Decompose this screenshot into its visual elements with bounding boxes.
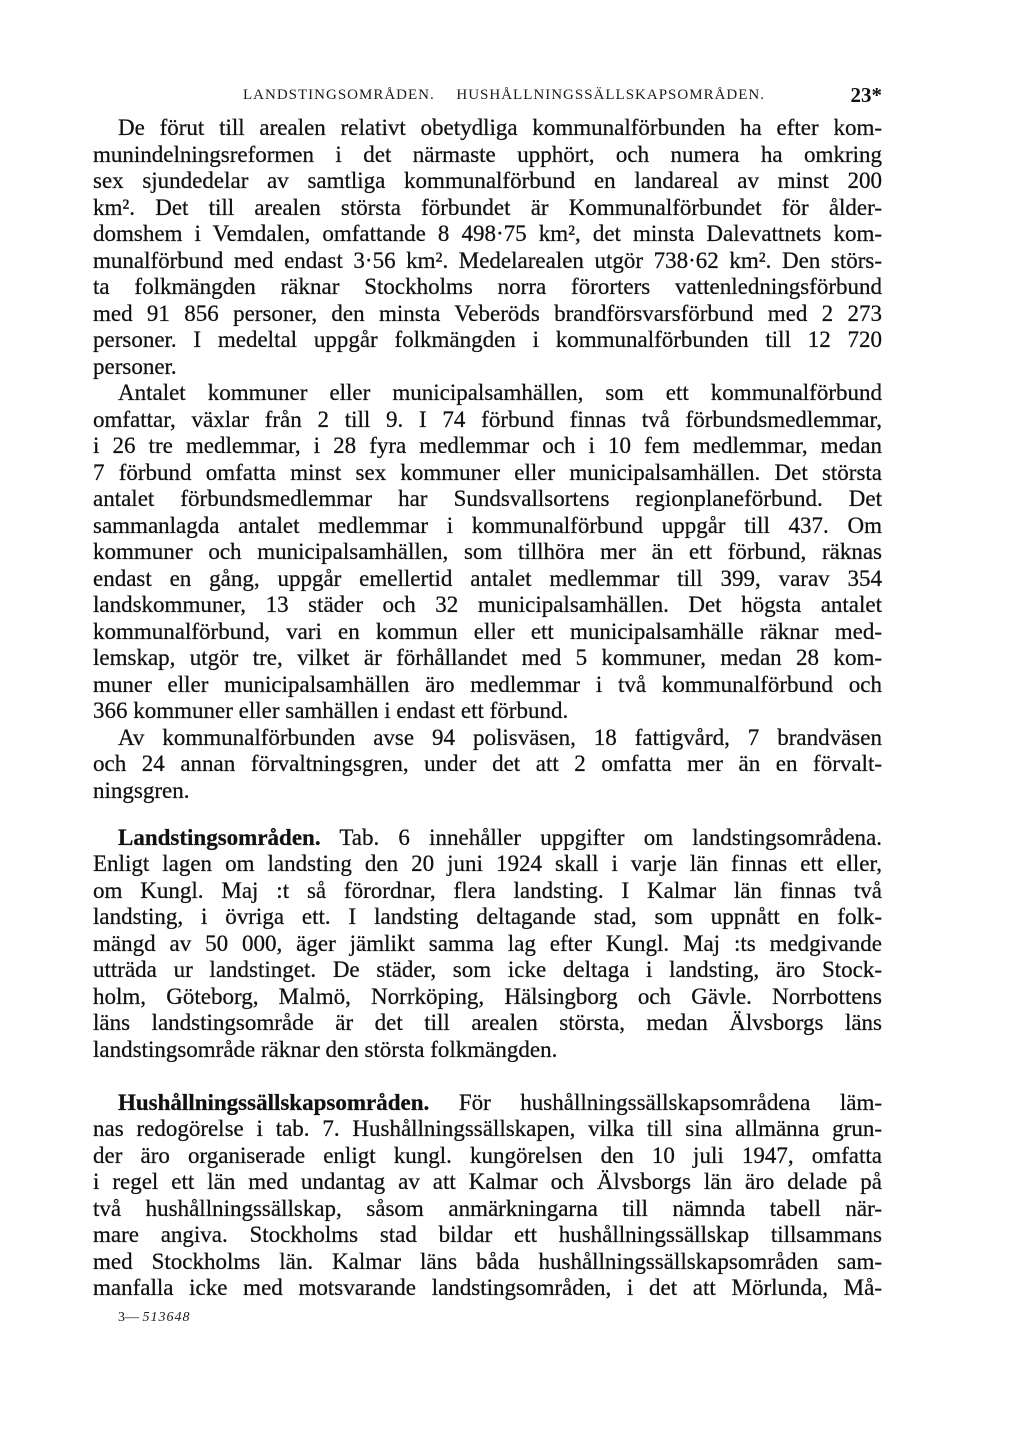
text-line: domshem i Vemdalen, omfattande 8 498·75 km², det minsta Dalevattnets kom-: [93, 221, 882, 246]
text-line: munindelningsreformen i det närmaste upphört, och numera ha omkring: [93, 141, 882, 167]
text-line: med Stockholms län. Kalmar läns båda hushållningssällskapsområden sam-: [93, 1248, 882, 1274]
text-line: personer.: [93, 353, 177, 379]
text-line: personer. I medeltal uppgår folkmängden i kommunalförbunden till 12 720: [93, 327, 882, 352]
text-line: antalet förbundsmedlemmar har Sundsvallsortens regionplaneförbund. Det: [93, 486, 882, 511]
text-line: manfalla icke med motsvarande landstingsområden, i det att Mörlunda, Må-: [93, 1275, 882, 1300]
text-line: landskommuner, 13 städer och 32 municipalsamhällen. Det högsta antalet: [93, 592, 882, 617]
text-line-rest: Tab. 6 innehåller uppgifter om landstingsområdena.: [339, 824, 882, 850]
text-line: muner eller municipalsamhällen äro medlemmar i två kommunalförbund och: [93, 671, 882, 697]
text-line: De förut till arealen relativt obetydliga kommunalförbunden ha efter kom-: [118, 115, 882, 140]
text-line-rest: För hushållningssällskapsområdena läm-: [458, 1089, 882, 1115]
text-line: ta folkmängden räknar Stockholms norra förorters vattenledningsförbund: [93, 274, 882, 299]
text-line: mängd av 50 000, äger jämlikt samma lag efter Kungl. Maj :ts medgivande: [93, 930, 882, 956]
text-line: km². Det till arealen största förbundet är Kommunalförbundet för ålder-: [93, 194, 882, 220]
text-line: två hushållningssällskap, såsom anmärkningarna till nämnda tabell när-: [93, 1195, 882, 1221]
text-line: 7 förbund omfatta minst sex kommuner eller municipalsamhällen. Det största: [93, 459, 882, 485]
text-line: sammanlagda antalet medlemmar i kommunalförbund uppgår till 437. Om: [93, 512, 882, 538]
paragraph-medlemmar: [93, 380, 882, 725]
text-line: der äro organiserade enligt kungl. kungörelsen den 10 juli 1947, omfatta: [93, 1142, 882, 1168]
section-landstingsomraden: [93, 825, 882, 1064]
text-line: sex sjundedelar av samtliga kommunalförbund en landareal av minst 200: [93, 168, 882, 193]
text-line: lemskap, utgör tre, vilket är förhållandet med 5 kommuner, medan 28 kom-: [93, 645, 882, 670]
text-line: om Kungl. Maj :t så förordnar, flera landsting. I Kalmar län finnas två: [93, 877, 882, 903]
text-line: omfattar, växlar från 2 till 9. I 74 förbund finnas två förbundsmedlemmar,: [93, 406, 882, 432]
section-heading: Landstingsområden.: [118, 824, 321, 850]
text-line: Enligt lagen om landsting den 20 juni 1924 skall i varje län finnas ett eller,: [93, 851, 882, 876]
text-line: holm, Göteborg, Malmö, Norrköping, Hälsingborg och Gävle. Norrbottens: [93, 983, 882, 1009]
text-line: Antalet kommuner eller municipalsamhällen, som ett kommunalförbund: [118, 380, 882, 405]
text-line: och 24 annan förvaltningsgren, under det att 2 omfatta mer än en förvalt-: [93, 751, 882, 776]
text-line: endast en gång, uppgår emellertid antalet medlemmar till 399, varav 354: [93, 565, 882, 591]
text-line: Av kommunalförbunden avse 94 polisväsen, 18 fattigvård, 7 brandväsen: [118, 724, 882, 750]
text-line: utträda ur landstinget. De städer, som icke deltaga i landsting, äro Stock-: [93, 957, 882, 982]
body-text: [93, 115, 882, 1302]
paragraph-forvaltningsgren: [93, 725, 882, 805]
page-number: 23*: [850, 83, 882, 107]
paragraph-kommunalforbund-areal: [93, 115, 882, 380]
text-line: landstingsområde räknar den största folkmängden.: [93, 1036, 558, 1062]
section-hushallningssallskapsomraden: [93, 1090, 882, 1302]
text-line: kommunalförbund, vari en kommun eller ett municipalsamhälle räknar med-: [93, 618, 882, 644]
print-code: [118, 1308, 191, 1328]
text-line: nas redogörelse i tab. 7. Hushållningssällskapen, vilka till sina allmänna grun-: [93, 1116, 882, 1141]
text-line: 366 kommuner eller samhällen i endast ett förbund.: [93, 698, 569, 723]
running-head: LANDSTINGSOMRÅDEN. HUSHÅLLNINGSSÄLLSKAPSOMRÅDEN.: [243, 87, 765, 103]
text-line: ningsgren.: [93, 777, 190, 803]
text-line: i regel ett län med undantag av att Kalmar och Älvsborgs län äro delade på: [93, 1169, 882, 1194]
section-heading: Hushållningssällskapsområden.: [118, 1089, 430, 1115]
text-line: läns landstingsområde är det till arealen största, medan Älvsborgs läns: [93, 1010, 882, 1035]
print-code-prefix: 3—: [118, 1310, 139, 1325]
text-line: med 91 856 personer, den minsta Veberöds brandförsvarsförbund med 2 273: [93, 300, 882, 326]
text-line: [93, 1090, 882, 1117]
text-line: [93, 825, 882, 852]
text-line: munalförbund med endast 3·56 km². Medelarealen utgör 738·62 km². Den störs-: [93, 247, 882, 273]
text-line: mare angiva. Stockholms stad bildar ett hushållningssällskap tillsammans: [93, 1222, 882, 1247]
print-code-number: 513648: [142, 1310, 191, 1325]
text-line: landsting, i övriga ett. I landsting deltagande stad, som uppnått en folk-: [93, 904, 882, 929]
text-line: kommuner och municipalsamhällen, som tillhöra mer än ett förbund, räknas: [93, 539, 882, 564]
text-line: i 26 tre medlemmar, i 28 fyra medlemmar och i 10 fem medlemmar, medan: [93, 433, 882, 458]
